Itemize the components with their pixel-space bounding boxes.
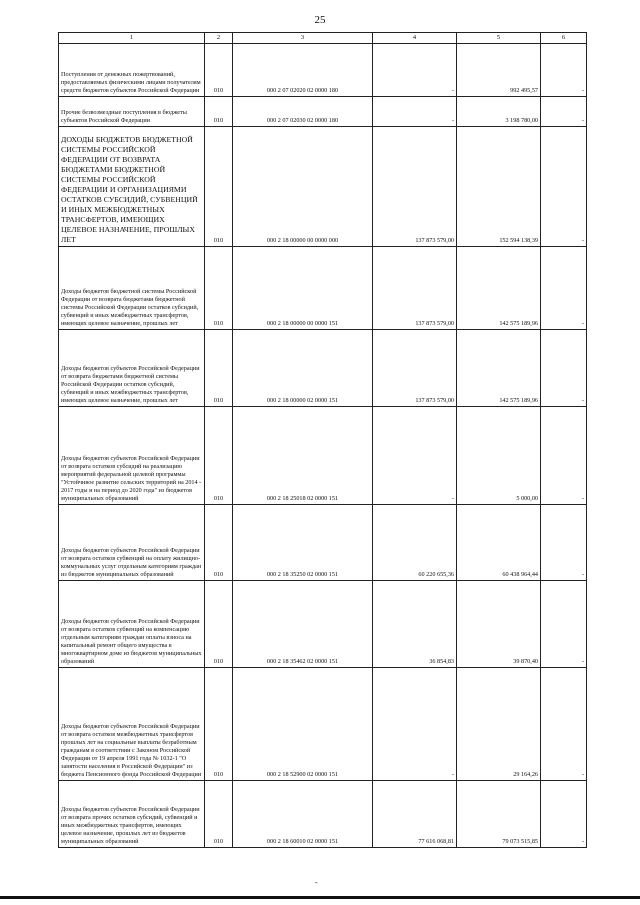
row-value-5: 142 575 189,96 — [457, 247, 541, 330]
row-name: ДОХОДЫ БЮДЖЕТОВ БЮДЖЕТНОЙ СИСТЕМЫ РОССИЙСКОЙ ФЕДЕРАЦИИ ОТ ВОЗВРАТА БЮДЖЕТАМИ БЮДЖЕТНОЙ СИСТЕМЫ РОССИЙСКОЙ ФЕДЕРАЦИИ И ОРГАНИЗАЦИЯМИ ОСТАТКОВ СУБСИДИЙ, СУБВЕНЦИЙ И ИНЫХ МЕЖБЮДЖЕТНЫХ ТРАНСФЕРТОВ, ИМЕЮЩИХ ЦЕЛЕВОЕ НАЗНАЧЕНИЕ, ПРОШЛЫХ ЛЕТ — [59, 127, 205, 247]
budget-table — [58, 32, 587, 848]
table-row — [59, 505, 587, 581]
row-name: Доходы бюджетов бюджетной системы Российской Федерации от возврата бюджетами бюджетной системы Российской Федерации остатков субсидий, субвенций и иных межбюджетных трансфертов, имеющих целевое назначение, прошлых лет — [59, 247, 205, 330]
row-budget-code: 000 2 18 35250 02 0000 151 — [233, 505, 373, 581]
row-budget-code: 000 2 07 02030 02 0000 180 — [233, 97, 373, 127]
header-col-2: 2 — [205, 33, 233, 44]
row-line-code: 010 — [205, 97, 233, 127]
row-value-6: - — [541, 44, 587, 97]
row-budget-code: 000 2 18 00000 00 0000 151 — [233, 247, 373, 330]
table-row — [59, 581, 587, 668]
table-row — [59, 668, 587, 781]
row-value-4: 137 873 579,00 — [373, 127, 457, 247]
row-budget-code: 000 2 18 35462 02 0000 151 — [233, 581, 373, 668]
row-value-6: - — [541, 97, 587, 127]
row-value-5: 5 000,00 — [457, 407, 541, 505]
row-value-5: 79 073 515,85 — [457, 781, 541, 848]
row-line-code: 010 — [205, 505, 233, 581]
row-value-6: - — [541, 668, 587, 781]
row-name: Прочие безвозмездные поступления в бюджеты субъектов Российской Федерации — [59, 97, 205, 127]
header-col-5: 5 — [457, 33, 541, 44]
row-name: Доходы бюджетов субъектов Российской Федерации от возврата остатков межбюджетных трансфертов прошлых лет на социальные выплаты безработным гражданам в соответствии с Законом Российской Федерации от 19 апреля 1991 года № 1032-1 "О занятости населения в Российской Федерации" из бюджета Пенсионного фонда Российской Федерации — [59, 668, 205, 781]
table-row — [59, 247, 587, 330]
row-value-4: - — [373, 668, 457, 781]
row-value-6: - — [541, 127, 587, 247]
row-value-5: 3 198 780,00 — [457, 97, 541, 127]
table-row — [59, 127, 587, 247]
row-value-4: - — [373, 407, 457, 505]
row-line-code: 010 — [205, 581, 233, 668]
row-line-code: 010 — [205, 247, 233, 330]
row-value-6: - — [541, 505, 587, 581]
row-value-5: 142 575 189,96 — [457, 330, 541, 407]
bottom-rule — [0, 896, 640, 899]
row-line-code: 010 — [205, 407, 233, 505]
row-value-6: - — [541, 407, 587, 505]
table-row — [59, 781, 587, 848]
row-value-6: - — [541, 247, 587, 330]
row-value-5: 152 594 138,39 — [457, 127, 541, 247]
row-value-4: 77 616 068,81 — [373, 781, 457, 848]
row-budget-code: 000 2 18 52900 02 0000 151 — [233, 668, 373, 781]
header-col-4: 4 — [373, 33, 457, 44]
footer-mark: - — [315, 878, 318, 887]
row-budget-code: 000 2 18 00000 00 0000 000 — [233, 127, 373, 247]
header-col-3: 3 — [233, 33, 373, 44]
row-value-4: 137 873 579,00 — [373, 247, 457, 330]
row-value-4: 60 220 655,36 — [373, 505, 457, 581]
row-line-code: 010 — [205, 781, 233, 848]
header-col-6: 6 — [541, 33, 587, 44]
row-name: Доходы бюджетов субъектов Российской Федерации от возврата остатков субсидий на реализацию мероприятий федеральной целевой программы "Устойчивое развитие сельских территорий на 2014 - 2017 годы и на период до 2020 года" из бюджетов муниципальных образований — [59, 407, 205, 505]
row-value-5: 29 164,26 — [457, 668, 541, 781]
table-row — [59, 407, 587, 505]
row-budget-code: 000 2 18 60010 02 0000 151 — [233, 781, 373, 848]
row-value-4: - — [373, 97, 457, 127]
row-line-code: 010 — [205, 668, 233, 781]
row-value-6: - — [541, 581, 587, 668]
row-value-4: 36 854,83 — [373, 581, 457, 668]
table-row — [59, 44, 587, 97]
table-header-row — [59, 33, 587, 44]
page-number: 25 — [314, 14, 326, 26]
row-name: Доходы бюджетов субъектов Российской Федерации от возврата остатков субвенций на оплату жилищно-коммунальных услуг отдельным категориям граждан из бюджетов муниципальных образований — [59, 505, 205, 581]
row-value-5: 39 870,40 — [457, 581, 541, 668]
row-name: Доходы бюджетов субъектов Российской Федерации от возврата остатков субвенций на компенсацию отдельным категориям граждан оплаты взноса на капитальный ремонт общего имущества в многоквартирном доме из бюджетов муниципальных образований — [59, 581, 205, 668]
row-value-5: 60 438 964,44 — [457, 505, 541, 581]
row-name: Доходы бюджетов субъектов Российской Федерации от возврата бюджетами бюджетной системы Российской Федерации остатков субсидий, субвенций и иных межбюджетных трансфертов, имеющих целевое назначение, прошлых лет — [59, 330, 205, 407]
row-line-code: 010 — [205, 330, 233, 407]
row-line-code: 010 — [205, 44, 233, 97]
row-value-6: - — [541, 781, 587, 848]
row-budget-code: 000 2 07 02020 02 0000 180 — [233, 44, 373, 97]
header-col-1: 1 — [59, 33, 205, 44]
table-row — [59, 97, 587, 127]
row-name: Поступления от денежных пожертвований, предоставляемых физическими лицами получателям средств бюджетов субъектов Российской Федерации — [59, 44, 205, 97]
row-name: Доходы бюджетов субъектов Российской Федерации от возврата прочих остатков субсидий, субвенций и иных межбюджетных трансфертов, имеющих целевое назначение, прошлых лет из бюджетов муниципальных образований — [59, 781, 205, 848]
row-value-4: - — [373, 44, 457, 97]
row-budget-code: 000 2 18 25018 02 0000 151 — [233, 407, 373, 505]
row-budget-code: 000 2 18 00000 02 0000 151 — [233, 330, 373, 407]
row-line-code: 010 — [205, 127, 233, 247]
table-row — [59, 330, 587, 407]
row-value-6: - — [541, 330, 587, 407]
row-value-4: 137 873 579,00 — [373, 330, 457, 407]
row-value-5: 992 495,57 — [457, 44, 541, 97]
